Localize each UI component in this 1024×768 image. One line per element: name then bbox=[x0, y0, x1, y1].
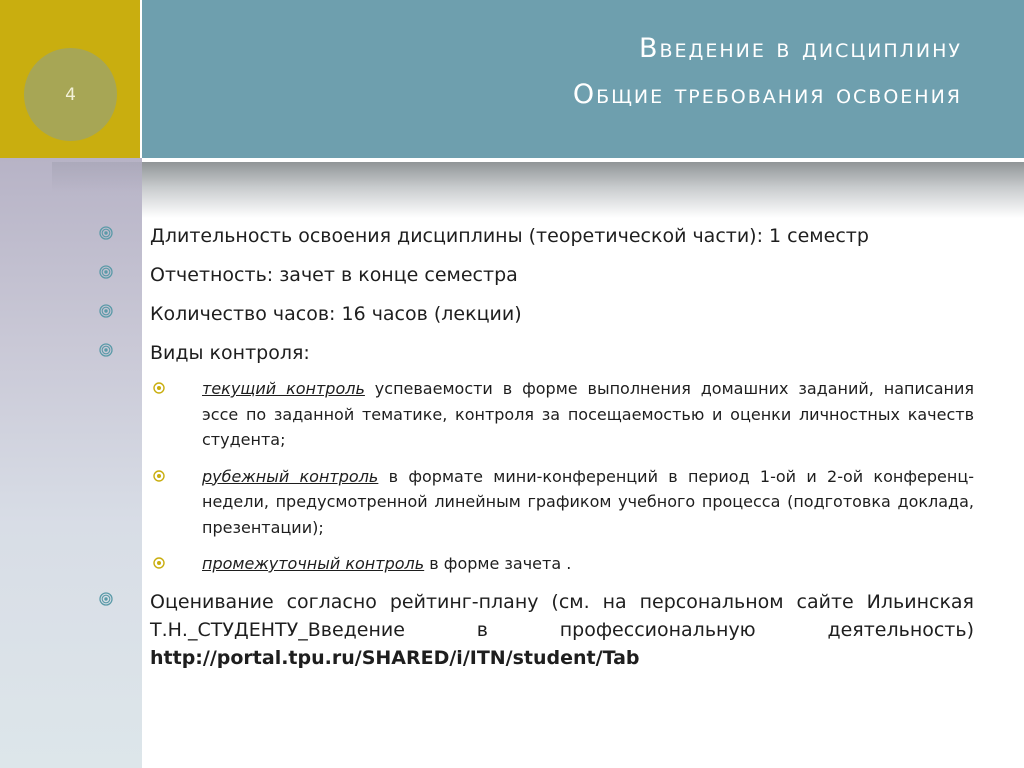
list-item-text: Виды контроля: bbox=[150, 342, 310, 364]
circle-bullet-icon bbox=[99, 226, 113, 240]
slide-number: 4 bbox=[65, 84, 76, 105]
circle-bullet-icon bbox=[99, 304, 113, 318]
sub-item-text: в формате мини-конференций в период 1-ой и 2-ой конференц-недели, предусмотренной линейным графиком учебного процесса (подготовка доклада, презентации); bbox=[202, 466, 974, 537]
list-item-hours bbox=[96, 300, 974, 328]
gold-corner-block bbox=[0, 0, 140, 158]
list-item-text: Оценивание согласно рейтинг-плану (см. на персональном сайте Ильинская Т.Н._СТУДЕНТУ_Введение в профессиональную деятельность) bbox=[150, 590, 974, 641]
sub-item-current-control bbox=[96, 376, 974, 453]
list-item-reporting bbox=[96, 261, 974, 289]
sub-item-intermediate-control bbox=[96, 551, 974, 577]
list-item-text: Отчетность: зачет в конце семестра bbox=[150, 264, 518, 286]
control-types-sublist bbox=[96, 376, 974, 577]
slide-content bbox=[96, 222, 974, 683]
slide-number-circle bbox=[24, 48, 117, 141]
slide-title bbox=[573, 26, 962, 118]
dot-circle-bullet-icon bbox=[153, 470, 165, 482]
sub-item-text: в форме зачета . bbox=[424, 554, 572, 573]
sub-item-term: текущий контроль bbox=[202, 379, 365, 398]
sub-item-term: промежуточный контроль bbox=[202, 554, 425, 573]
slide-title-line-1: Введение в дисциплину bbox=[638, 33, 962, 64]
dot-circle-bullet-icon bbox=[153, 382, 165, 394]
portal-link[interactable]: http://portal.tpu.ru/SHARED/i/ITN/student/Tab bbox=[150, 646, 640, 669]
list-item-control-types bbox=[96, 339, 974, 367]
dot-circle-bullet-icon bbox=[153, 557, 165, 569]
list-item-text: Количество часов: 16 часов (лекции) bbox=[150, 303, 522, 325]
circle-bullet-icon bbox=[99, 265, 113, 279]
side-strip-shade bbox=[52, 162, 142, 192]
sub-item-milestone-control bbox=[96, 464, 974, 541]
list-item-rating-plan bbox=[96, 588, 974, 672]
list-item-duration bbox=[96, 222, 974, 250]
slide-title-line-2: Общие требования освоения bbox=[572, 79, 962, 110]
sub-item-text: успеваемости в форме выполнения домашних заданий, написания эссе по заданной тематике, контроля за посещаемостью и оценки личностных качеств студента; bbox=[202, 379, 974, 449]
title-header bbox=[142, 0, 1024, 158]
header-shadow bbox=[142, 162, 1024, 218]
circle-bullet-icon bbox=[99, 343, 113, 357]
circle-bullet-icon bbox=[99, 592, 113, 606]
sub-item-term: рубежный контроль bbox=[202, 466, 379, 486]
list-item-text: Длительность освоения дисциплины (теоретической части): 1 семестр bbox=[150, 225, 869, 247]
